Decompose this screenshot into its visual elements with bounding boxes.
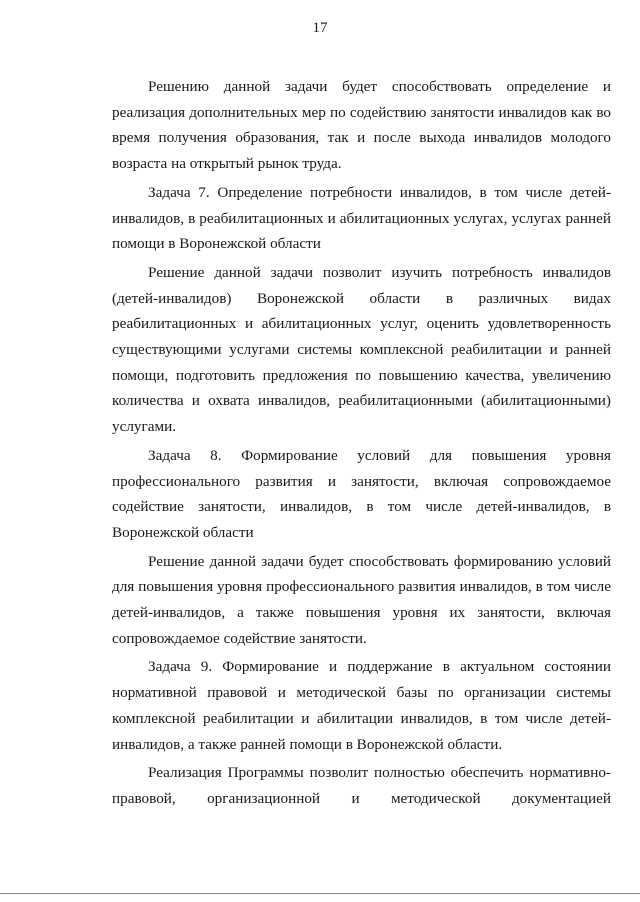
paragraph-task9-heading: Задача 9. Формирование и поддержание в актуальном состоянии нормативной правовой и методической базы по организации системы комплексной реабилитации и абилитации инвалидов, в том числе детей-инвалидов, а также ранней помощи в Воронежской области. <box>112 658 611 753</box>
document-body <box>112 74 611 812</box>
paragraph-task8-heading: Задача 8. Формирование условий для повышения уровня профессионального развития и занятости, включая сопровождаемое содействие занятости, инвалидов, в том числе детей-инвалидов, в Воронежской области <box>112 446 611 541</box>
paragraph-task6-solution: Решению данной задачи будет способствовать определение и реализация дополнительных мер по содействию занятости инвалидов как во время получения образования, так и после выхода инвалидов молодого возраста на открытый рынок труда. <box>112 78 611 173</box>
paragraph-task7-solution: Решение данной задачи позволит изучить потребность инвалидов (детей-инвалидов) Воронежской области в различных видах реабилитационных и абилитационных услуг, оценить удовлетворенность существующими услугами системы комплексной реабилитации и ранней помощи, подготовить предложения по повышению качества, увеличению количества и охвата инвалидов, реабилитационными (абилитационными) услугами. <box>112 263 611 436</box>
paragraph-task8-solution: Решение данной задачи будет способствовать формированию условий для повышения уровня профессионального развития инвалидов, в том числе детей-инвалидов, а также повышения уровня их занятости, включая сопровождаемое содействие занятости. <box>112 552 611 647</box>
page-number: 17 <box>312 20 328 36</box>
paragraph-program-implementation: Реализация Программы позволит полностью обеспечить нормативно-правовой, организационной и методической документацией <box>112 764 611 807</box>
paragraph-task7-heading: Задача 7. Определение потребности инвалидов, в том числе детей-инвалидов, в реабилитационных и абилитационных услугах, услугах ранней помощи в Воронежской области <box>112 183 611 253</box>
page-bottom-divider <box>0 893 640 894</box>
